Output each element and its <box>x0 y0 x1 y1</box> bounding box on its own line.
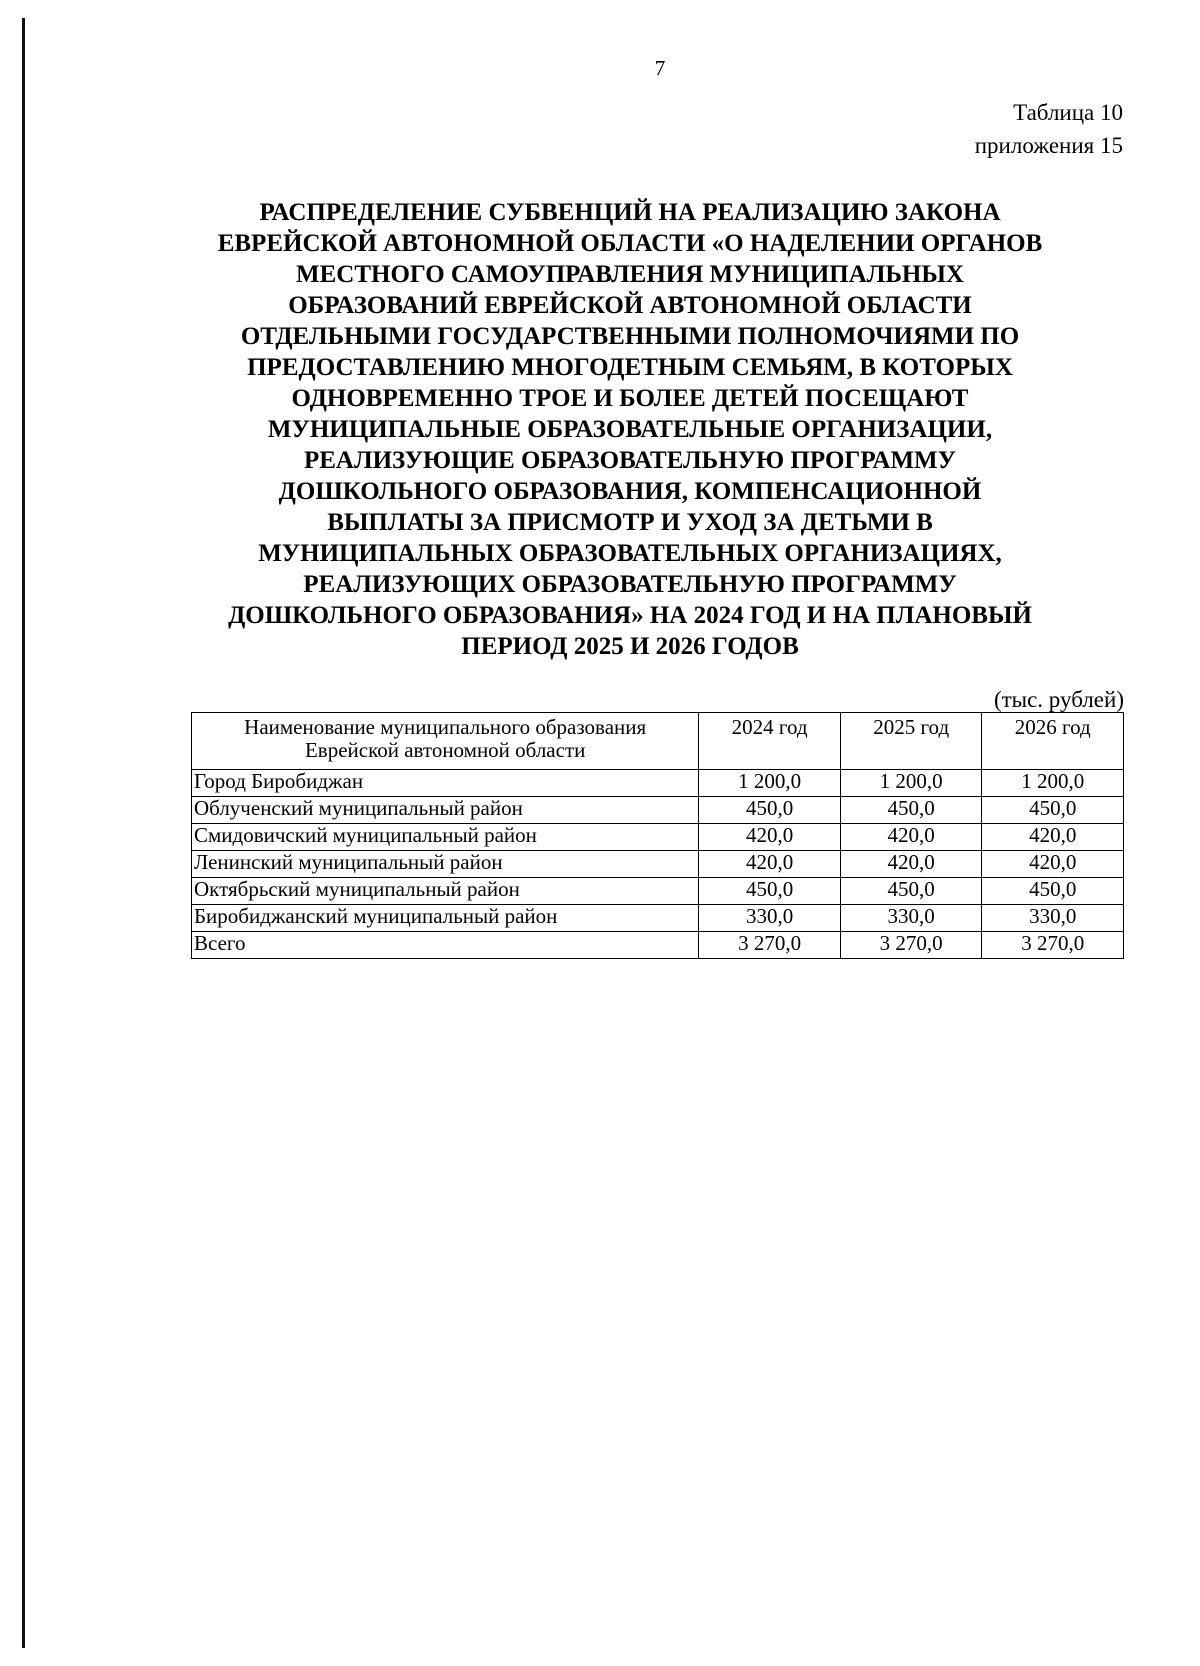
cell-2026: 330,0 <box>982 905 1124 932</box>
cell-total-2026: 3 270,0 <box>982 932 1124 959</box>
heading-line: ВЫПЛАТЫ ЗА ПРИСМОТР И УХОД ЗА ДЕТЬМИ В <box>327 509 933 536</box>
table-row <box>192 770 1124 797</box>
heading-line: ОДНОВРЕМЕННО ТРОЕ И БОЛЕЕ ДЕТЕЙ ПОСЕЩАЮТ <box>291 385 969 412</box>
cell-2025: 450,0 <box>840 797 982 824</box>
page-number: 7 <box>654 56 666 80</box>
header-municipality <box>192 713 699 770</box>
document-heading <box>160 197 1100 662</box>
cell-municipality: Облученский муниципальный район <box>192 797 699 824</box>
table-reference-line-2: приложения 15 <box>974 133 1123 158</box>
cell-total-2024: 3 270,0 <box>699 932 841 959</box>
cell-2026: 1 200,0 <box>982 770 1124 797</box>
cell-municipality: Смидовичский муниципальный район <box>192 824 699 851</box>
cell-municipality: Ленинский муниципальный район <box>192 851 699 878</box>
table-row <box>192 851 1124 878</box>
cell-2026: 420,0 <box>982 851 1124 878</box>
cell-2025: 450,0 <box>840 878 982 905</box>
header-2025: 2025 год <box>840 713 982 770</box>
table-row <box>192 878 1124 905</box>
cell-municipality: Город Биробиджан <box>192 770 699 797</box>
cell-2026: 450,0 <box>982 878 1124 905</box>
heading-line: ДОШКОЛЬНОГО ОБРАЗОВАНИЯ» НА 2024 ГОД И НА ПЛАНОВЫЙ <box>228 602 1032 629</box>
table-row <box>192 797 1124 824</box>
cell-2024: 330,0 <box>699 905 841 932</box>
cell-2024: 420,0 <box>699 824 841 851</box>
cell-2026: 420,0 <box>982 824 1124 851</box>
heading-line: МУНИЦИПАЛЬНЫХ ОБРАЗОВАТЕЛЬНЫХ ОРГАНИЗАЦИЯХ, <box>258 540 1002 567</box>
header-2024: 2024 год <box>699 713 841 770</box>
cell-2024: 450,0 <box>699 878 841 905</box>
table-total-row <box>192 932 1124 959</box>
cell-total-label: Всего <box>192 932 699 959</box>
heading-line: МЕСТНОГО САМОУПРАВЛЕНИЯ МУНИЦИПАЛЬНЫХ <box>296 261 964 288</box>
cell-2025: 1 200,0 <box>840 770 982 797</box>
cell-2025: 420,0 <box>840 824 982 851</box>
cell-municipality: Октябрьский муниципальный район <box>192 878 699 905</box>
table-row <box>192 905 1124 932</box>
units-label: (тыс. рублей) <box>993 687 1124 712</box>
cell-2024: 420,0 <box>699 851 841 878</box>
subventions-table <box>191 712 1124 959</box>
heading-line: ДОШКОЛЬНОГО ОБРАЗОВАНИЯ, КОМПЕНСАЦИОННОЙ <box>278 478 982 505</box>
heading-line: ПЕРИОД 2025 И 2026 ГОДОВ <box>461 633 799 660</box>
cell-2026: 450,0 <box>982 797 1124 824</box>
table-row <box>192 824 1124 851</box>
cell-2025: 330,0 <box>840 905 982 932</box>
table-reference <box>975 96 1123 162</box>
header-municipality-line-1: Наименование муниципального образования <box>244 715 647 739</box>
heading-line: ОБРАЗОВАНИЙ ЕВРЕЙСКОЙ АВТОНОМНОЙ ОБЛАСТИ <box>288 292 972 319</box>
heading-line: МУНИЦИПАЛЬНЫЕ ОБРАЗОВАТЕЛЬНЫЕ ОРГАНИЗАЦИИ, <box>267 416 993 443</box>
cell-municipality: Биробиджанский муниципальный район <box>192 905 699 932</box>
cell-2025: 420,0 <box>840 851 982 878</box>
heading-line: ОТДЕЛЬНЫМИ ГОСУДАРСТВЕННЫМИ ПОЛНОМОЧИЯМИ ПО <box>240 323 1020 350</box>
header-2026: 2026 год <box>982 713 1124 770</box>
heading-line: РЕАЛИЗУЮЩИЕ ОБРАЗОВАТЕЛЬНУЮ ПРОГРАММУ <box>303 447 956 474</box>
cell-total-2025: 3 270,0 <box>840 932 982 959</box>
heading-line: ПРЕДОСТАВЛЕНИЮ МНОГОДЕТНЫМ СЕМЬЯМ, В КОТОРЫХ <box>247 354 1013 381</box>
heading-line: РЕАЛИЗУЮЩИХ ОБРАЗОВАТЕЛЬНУЮ ПРОГРАММУ <box>303 571 957 598</box>
heading-line: ЕВРЕЙСКОЙ АВТОНОМНОЙ ОБЛАСТИ «О НАДЕЛЕНИИ ОРГАНОВ <box>217 230 1043 257</box>
header-municipality-line-2: Еврейской автономной области <box>304 738 586 762</box>
cell-2024: 450,0 <box>699 797 841 824</box>
scan-edge-line <box>22 18 25 1648</box>
cell-2024: 1 200,0 <box>699 770 841 797</box>
table-header-row <box>192 713 1124 770</box>
table-reference-line-1: Таблица 10 <box>1013 100 1123 125</box>
heading-line: РАСПРЕДЕЛЕНИЕ СУБВЕНЦИЙ НА РЕАЛИЗАЦИЮ ЗАКОНА <box>259 199 1001 226</box>
